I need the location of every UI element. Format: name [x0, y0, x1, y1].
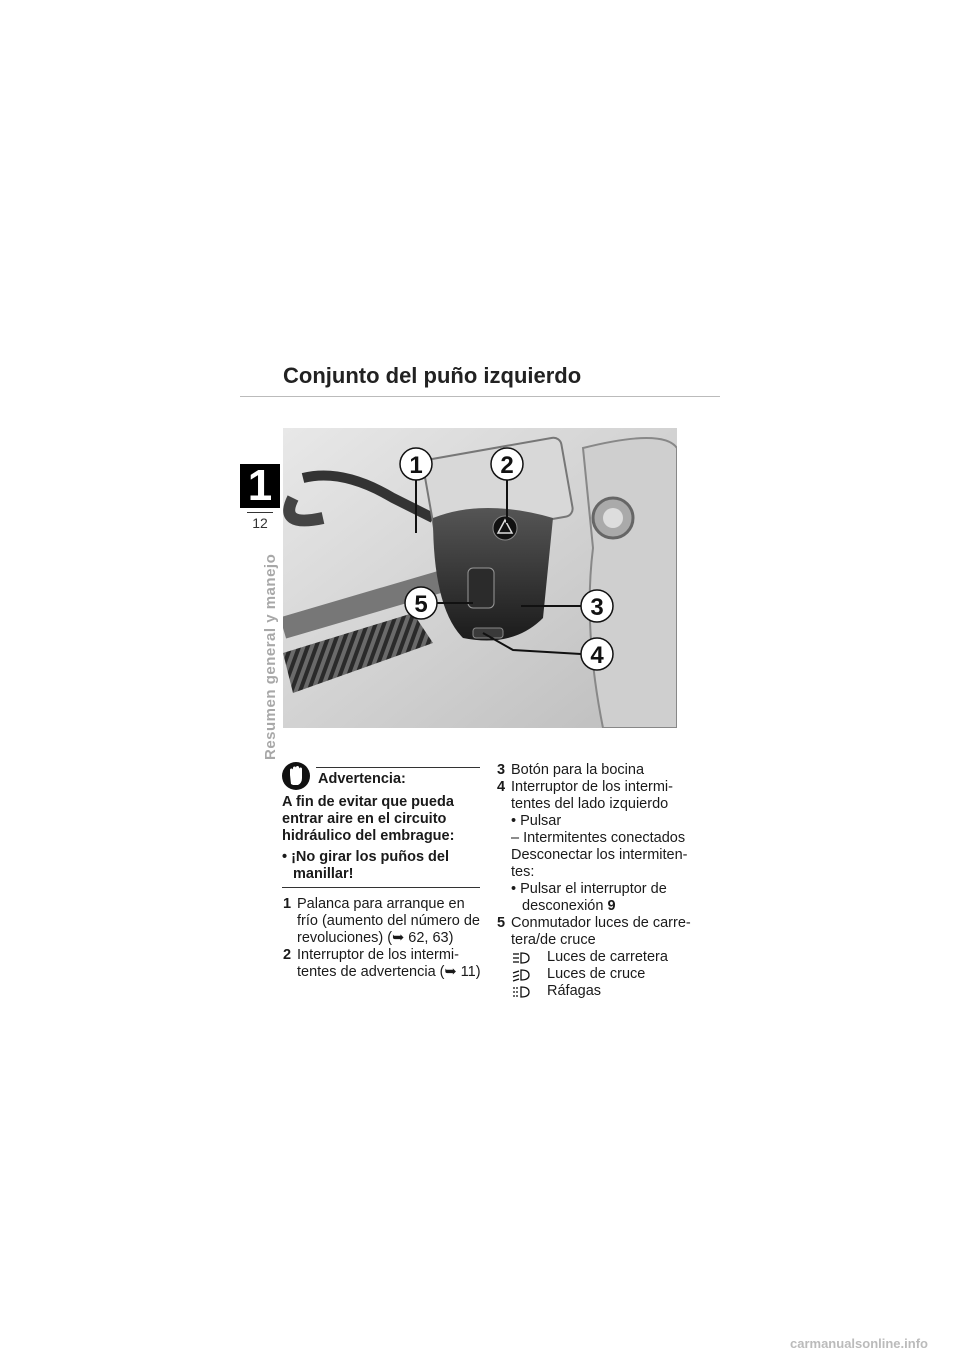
title-divider: [240, 396, 720, 397]
warning-label: Advertencia:: [318, 771, 406, 787]
warning-box: [282, 762, 480, 888]
callout-5: [405, 587, 437, 619]
item4-bullet: • Pulsar: [511, 813, 562, 829]
light-label: Luces de cruce: [547, 966, 646, 982]
callout-1: [400, 448, 432, 480]
list-item: [283, 896, 483, 947]
light-option: [497, 983, 702, 1000]
chapter-number: 1: [240, 464, 280, 508]
item-number: 5: [497, 915, 506, 931]
list-item: [497, 915, 702, 949]
list-item: [497, 762, 702, 779]
item4-bullet2: [497, 881, 702, 915]
item-text: Botón para la bocina: [511, 762, 645, 778]
svg-text:5: 5: [414, 591, 428, 618]
chapter-title-vertical: Resumen general y manejo: [262, 553, 279, 760]
handlebar-photo: [283, 428, 677, 728]
page-number: 12: [247, 512, 273, 531]
section-title: Conjunto del puño izquierdo: [283, 363, 582, 388]
item-list-right: [497, 762, 702, 1000]
warning-rule-top: [316, 767, 480, 768]
svg-text:1: 1: [409, 452, 423, 479]
light-option: [497, 949, 702, 966]
item-text: Palanca para arranque en frío (aumento del número de revoluciones) (➥ 62, 63): [297, 896, 480, 946]
item4-disconnect: Desconectar los intermitentes:: [511, 847, 688, 880]
svg-text:4: 4: [590, 642, 604, 669]
chapter-tab: [240, 461, 280, 531]
item4-bullet2-ref: 9: [607, 898, 616, 914]
high-beam-icon: [511, 951, 533, 965]
item-number: 3: [497, 762, 506, 778]
hand-stop-icon: [282, 762, 310, 790]
flash-beam-icon: [511, 985, 533, 999]
footer-watermark: carmanualsonline.info: [790, 1336, 928, 1351]
item-list-left: [283, 896, 483, 981]
svg-text:3: 3: [590, 594, 604, 621]
warning-rule-bottom: [282, 887, 480, 888]
item-number: 2: [283, 947, 292, 963]
warning-bullet: • ¡No girar los puños del manillar!: [282, 849, 450, 882]
light-label: Ráfagas: [547, 983, 602, 999]
item-text: Interruptor de los intermitentes del lado izquierdo: [511, 779, 673, 812]
item4-bullet2-text: • Pulsar el interruptor de desconexión: [511, 881, 667, 914]
item-number: 1: [283, 896, 292, 912]
callout-2: [491, 448, 523, 480]
svg-text:2: 2: [500, 452, 514, 479]
item-text: Conmutador luces de carretera/de cruce: [511, 915, 691, 948]
item-number: 4: [497, 779, 506, 795]
low-beam-icon: [511, 968, 533, 982]
item4-dash: – Intermitentes conectados: [511, 830, 686, 846]
callout-3: [581, 590, 613, 622]
light-label: Luces de carretera: [547, 949, 668, 965]
light-option: [497, 966, 702, 983]
item-text: Interruptor de los intermitentes de advertencia (➥ 11): [297, 947, 481, 980]
list-item: [283, 947, 483, 981]
list-item: [497, 779, 702, 813]
warning-text: A fin de evitar que pueda entrar aire en el circuito hidráulico del embrague:: [282, 794, 455, 844]
callout-4: [581, 638, 613, 670]
